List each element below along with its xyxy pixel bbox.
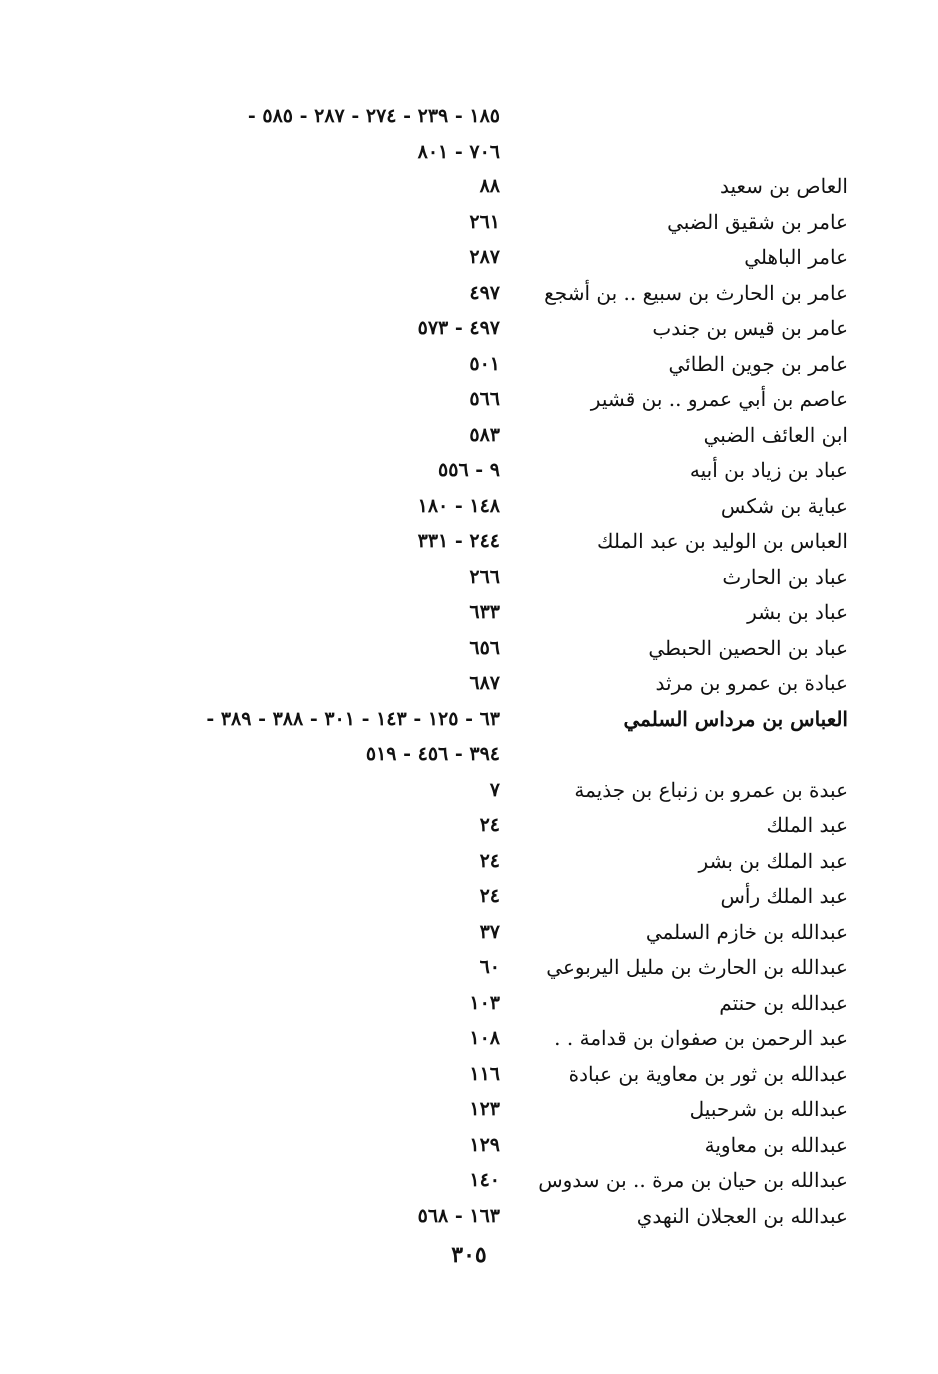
index-entry: [0, 168, 938, 204]
index-entry: [0, 665, 938, 701]
entry-name: عبدالله بن حيان بن مرة .. بن سدوس: [538, 1168, 848, 1192]
entry-name: عبدالله بن ثور بن معاوية بن عبادة: [568, 1061, 848, 1086]
entry-name: عامر بن الحارث بن سبيع .. بن أشجع: [544, 280, 848, 305]
index-entry: [0, 772, 938, 808]
entry-name: عبد الملك رأس: [720, 884, 848, 908]
index-entry: [0, 736, 938, 772]
index-entry: [0, 1198, 938, 1234]
index-entry: [0, 381, 938, 417]
entry-pages: ١١٦: [469, 1062, 500, 1085]
index-entry: [0, 417, 938, 453]
entry-pages: ٦٨٧: [469, 672, 500, 694]
index-entry: [0, 1020, 938, 1056]
entry-pages: ٦٣ - ١٢٥ - ١٤٣ - ٣٠١ - ٣٨٨ - ٣٨٩ -: [206, 707, 500, 730]
entry-pages: ١٤٨ - ١٨٠: [417, 494, 500, 517]
index-entry: [0, 346, 938, 382]
entry-pages: ٣٩٤ - ٤٥٦ - ٥١٩: [365, 743, 500, 765]
entry-name: العاص بن سعيد: [719, 174, 848, 198]
entry-pages: ٤٩٧: [469, 281, 500, 304]
entry-pages: ١٤٠: [469, 1169, 500, 1191]
entry-name: عبدالله بن خازم السلمي: [645, 919, 848, 944]
entry-name: ابن العائف الضبي: [703, 422, 848, 447]
entry-name: عبادة بن عمرو بن مرثد: [655, 671, 848, 695]
index-entry: [0, 594, 938, 630]
index-entry: [0, 452, 938, 488]
entry-name: عباد بن بشر: [747, 600, 848, 624]
index-entry: [0, 878, 938, 914]
index-entry: [0, 1162, 938, 1198]
entry-name: عبدالله بن شرحبيل: [689, 1097, 848, 1121]
entry-pages: ٢٦١: [469, 210, 500, 233]
index-entry: [0, 310, 938, 346]
entry-pages: ٩ - ٥٥٦: [438, 459, 500, 481]
entry-pages: ٥٨٣: [469, 423, 500, 446]
entry-name: عباية بن شكس: [720, 493, 848, 518]
entry-pages: ٢٤: [479, 814, 500, 836]
index-entry: [0, 630, 938, 666]
continuation-line-1: [0, 98, 938, 134]
page-number: ٣٠٥: [451, 1242, 487, 1268]
continuation-line-2: [0, 134, 938, 170]
entry-name: عبد الملك: [766, 813, 848, 837]
entry-name: عبد الملك بن بشر: [698, 848, 848, 873]
index-entry: [0, 275, 938, 311]
entry-pages: ٨٨: [479, 175, 500, 197]
entry-pages: ٢٦٦: [469, 565, 500, 588]
entry-name: عبدالله بن العجلان النهدي: [636, 1203, 848, 1228]
index-entry: [0, 559, 938, 595]
index-entry: [0, 1127, 938, 1163]
entry-name: عامر الباهلي: [744, 245, 848, 269]
entry-name: عامر بن جوين الطائي: [668, 351, 848, 376]
entry-pages: ٢٤: [479, 885, 500, 907]
entry-pages: ٦٣٣: [469, 601, 500, 623]
entry-name: العباس بن الوليد بن عبد الملك: [597, 529, 848, 553]
entry-name: عبد الرحمن بن صفوان بن قدامة . .: [554, 1026, 848, 1050]
index-entry: [0, 949, 938, 985]
entry-name: عباد بن الحصين الحبطي: [648, 635, 848, 660]
index-entry: [0, 1091, 938, 1127]
entry-pages: ٣٧: [479, 920, 500, 943]
entry-pages: ١٢٣: [469, 1098, 500, 1120]
entry-pages: ١٠٣: [469, 991, 500, 1014]
entry-name: عباد بن الحارث: [722, 564, 848, 589]
index-entry: [0, 914, 938, 950]
entry-name: عامر بن قيس بن جندب: [652, 316, 848, 340]
index-entry: [0, 488, 938, 524]
entry-pages: ١٢٩: [469, 1133, 500, 1156]
entry-name: عبدالله بن معاوية: [704, 1132, 848, 1157]
index-entry: [0, 204, 938, 240]
continuation-pages-1: ١٨٥ - ٢٣٩ - ٢٧٤ - ٢٨٧ - ٥٨٥ -: [247, 105, 500, 127]
index-entry: [0, 523, 938, 559]
entry-name: العباس بن مرداس السلمي: [623, 706, 848, 731]
index-entry: [0, 985, 938, 1021]
entry-pages: ٤٩٧ - ٥٧٣: [417, 317, 500, 339]
entry-pages: ٥٠١: [469, 352, 500, 375]
index-entry: [0, 239, 938, 275]
entry-pages: ٢٤: [479, 849, 500, 872]
entry-name: عاصم بن أبي عمرو .. بن قشير: [590, 387, 848, 411]
index-entry: [0, 843, 938, 879]
entry-pages: ١٠٨: [469, 1027, 500, 1049]
entry-name: عباد بن زياد بن أبيه: [689, 458, 848, 482]
entry-pages: ٥٦٦: [469, 388, 500, 410]
entry-name: عبدالله بن حنتم: [719, 990, 848, 1015]
index-entry: [0, 1056, 938, 1092]
continuation-pages-2: ٧٠٦ - ٨٠١: [417, 141, 500, 163]
entry-pages: ١٦٣ - ٥٦٨: [417, 1204, 500, 1227]
entry-pages: ٢٤٤ - ٣٣١: [417, 530, 500, 552]
entry-pages: ٢٨٧: [469, 246, 500, 268]
index-entry: [0, 701, 938, 737]
entry-pages: ٦٥٦: [469, 636, 500, 659]
entry-name: عبدة بن عمرو بن زنباع بن جذيمة: [574, 777, 848, 802]
entry-name: عبدالله بن الحارث بن مليل اليربوعي: [546, 955, 848, 979]
entry-name: عامر بن شقيق الضبي: [667, 209, 848, 234]
entry-pages: ٦٠: [479, 956, 500, 978]
entry-pages: ٧: [489, 778, 500, 801]
index-entry: [0, 807, 938, 843]
